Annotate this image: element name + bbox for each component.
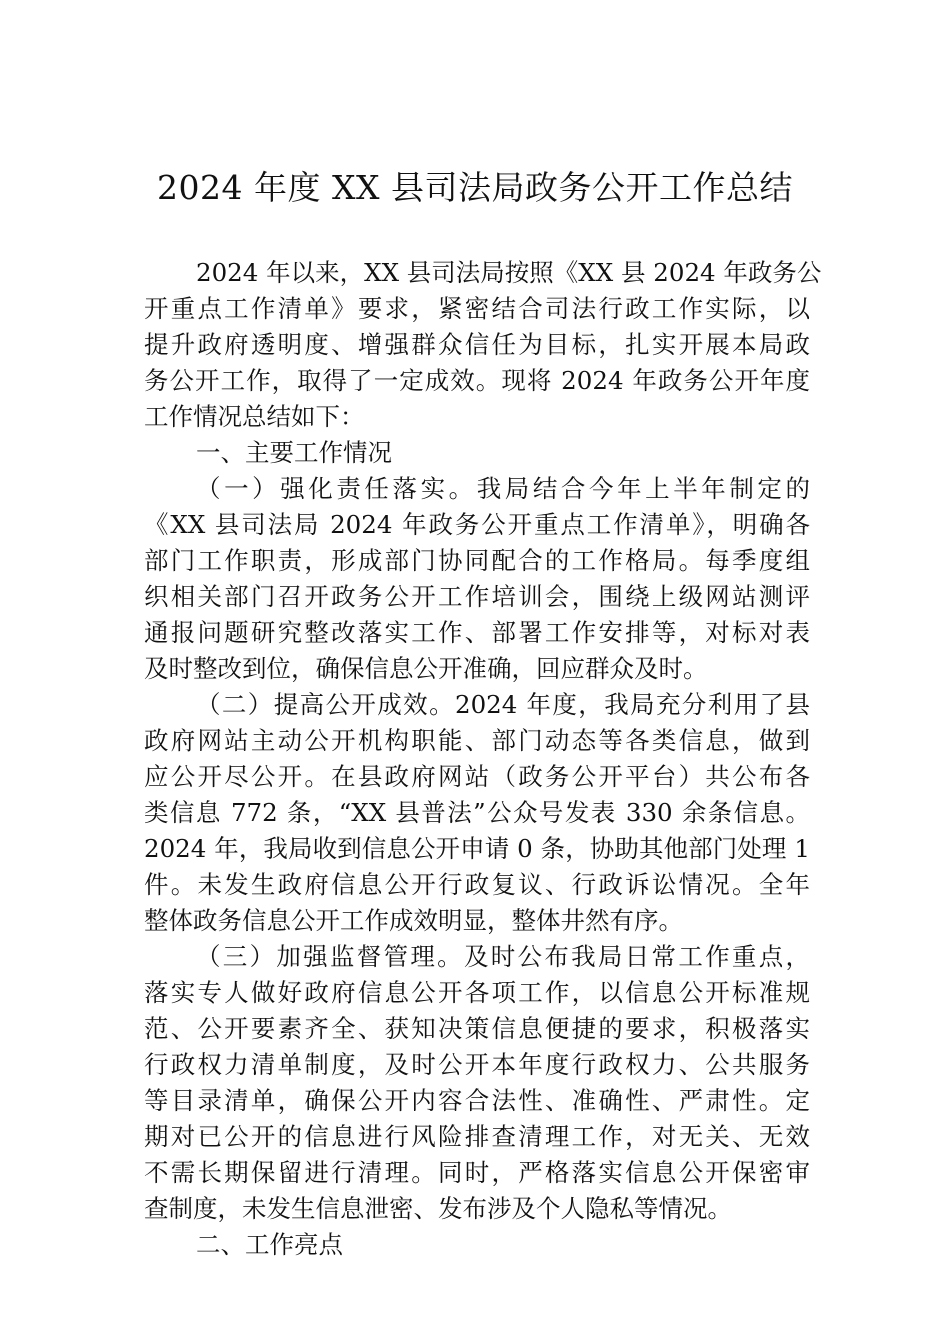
- paragraph-2-line-6: 件。未发生政府信息公开行政复议、行政诉讼情况。全年: [144, 870, 810, 899]
- paragraph-1-line-2: 《XX 县司法局 2024 年政务公开重点工作清单》，明确各: [144, 510, 810, 539]
- paragraph-1-line-4: 织相关部门召开政务公开工作培训会，围绕上级网站测评: [144, 582, 810, 611]
- paragraph-3-line-5: 等目录清单，确保公开内容合法性、准确性、严肃性。定: [144, 1086, 810, 1115]
- paragraph-2-line-1: （二）提高公开成效。2024 年度，我局充分利用了县: [196, 690, 810, 719]
- paragraph-3-line-7: 不需长期保留进行清理。同时，严格落实信息公开保密审: [144, 1158, 810, 1187]
- paragraph-2-line-4: 类信息 772 条，“XX 县普法”公众号发表 330 余条信息。: [144, 798, 810, 827]
- paragraph-intro-line-4: 务公开工作，取得了一定成效。现将 2024 年政务公开年度: [144, 366, 810, 395]
- paragraph-1-line-3: 部门工作职责，形成部门协同配合的工作格局。每季度组: [144, 546, 810, 575]
- paragraph-2-line-5: 2024 年，我局收到信息公开申请 0 条，协助其他部门处理 1: [144, 834, 810, 863]
- paragraph-2-line-3: 应公开尽公开。在县政府网站（政务公开平台）共公布各: [144, 762, 810, 791]
- section-heading-2: 二、工作亮点: [196, 1230, 343, 1259]
- paragraph-3-line-4: 行政权力清单制度，及时公开本年度行政权力、公共服务: [144, 1050, 810, 1079]
- paragraph-2-line-2: 政府网站主动公开机构职能、部门动态等各类信息，做到: [144, 726, 810, 755]
- paragraph-3-line-1: （三）加强监督管理。及时公布我局日常工作重点，: [196, 942, 810, 971]
- paragraph-intro-line-3: 提升政府透明度、增强群众信任为目标，扎实开展本局政: [144, 330, 810, 359]
- paragraph-1-line-5: 通报问题研究整改落实工作、部署工作安排等，对标对表: [144, 618, 810, 647]
- paragraph-3-line-3: 范、公开要素齐全、获知决策信息便捷的要求，积极落实: [144, 1014, 810, 1043]
- paragraph-intro-line-2: 开重点工作清单》要求，紧密结合司法行政工作实际，以: [144, 294, 810, 323]
- document-body: [144, 255, 822, 1263]
- document-title: 2024 年度 XX 县司法局政务公开工作总结: [157, 168, 793, 207]
- paragraph-intro-line-1: 2024 年以来，XX 县司法局按照《XX 县 2024 年政务公: [196, 258, 822, 287]
- paragraph-3-line-8: 查制度，未发生信息泄密、发布涉及个人隐私等情况。: [144, 1194, 732, 1223]
- paragraph-intro-line-5: 工作情况总结如下：: [144, 402, 365, 431]
- section-heading-1: 一、主要工作情况: [196, 438, 392, 467]
- paragraph-2-line-7: 整体政务信息公开工作成效明显，整体井然有序。: [144, 906, 683, 935]
- paragraph-1-line-6: 及时整改到位，确保信息公开准确，回应群众及时。: [144, 654, 708, 683]
- paragraph-3-line-2: 落实专人做好政府信息公开各项工作，以信息公开标准规: [144, 978, 810, 1007]
- paragraph-3-line-6: 期对已公开的信息进行风险排查清理工作，对无关、无效: [144, 1122, 810, 1151]
- paragraph-1-line-1: （一）强化责任落实。我局结合今年上半年制定的: [196, 474, 810, 503]
